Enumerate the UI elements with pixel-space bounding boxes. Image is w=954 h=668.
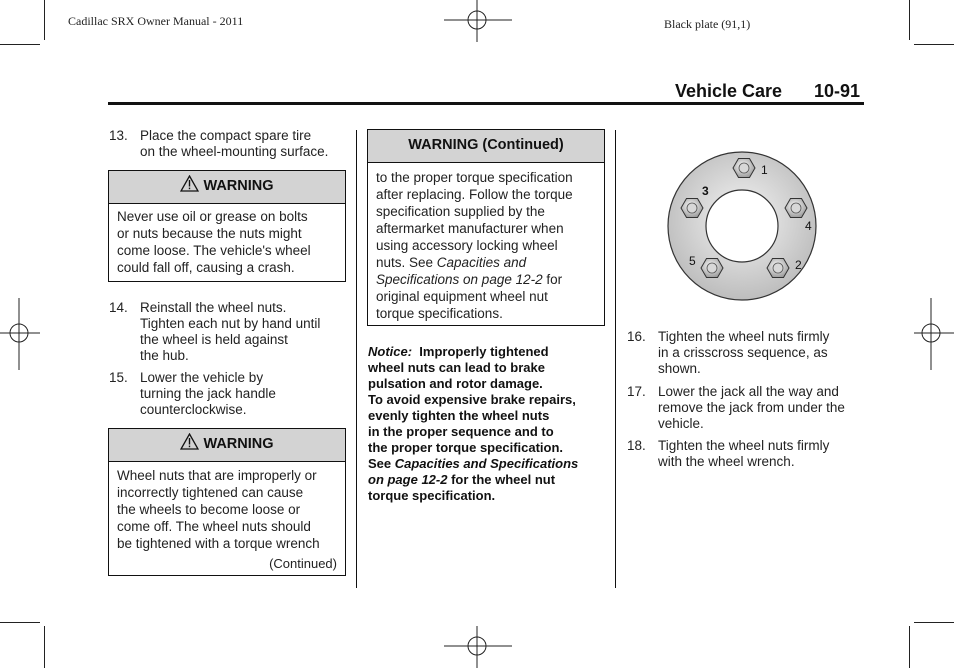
cross-reference-link[interactable]: on page 12-2	[368, 472, 448, 487]
registration-mark-icon	[440, 0, 516, 46]
step-17: 17. Lower the jack all the way and remove the jack from under the vehicle.	[627, 384, 845, 431]
registration-mark-icon	[440, 626, 516, 668]
header-rule	[108, 102, 864, 105]
step-15: 15. Lower the vehicle by turning the jack handle counterclockwise.	[109, 370, 276, 417]
cross-reference-link[interactable]: Capacities and	[436, 255, 527, 270]
notice-paragraph: Notice: Improperly tightened wheel nuts can lead to brake pulsation and rotor damage. To avoid expensive brake repairs, evenly tighten the wheel nuts in the proper sequence and to the proper torque specification. See Capacities and Specifications on page 12-2 for the wheel nut torque specification.	[368, 344, 579, 503]
warning-text: Never use oil or grease on bolts or nuts because the nuts might come loose. The vehicle's wheel could fall off, causing a crash.	[117, 209, 311, 275]
sequence-label-4: 4	[805, 219, 812, 233]
step-18: 18. Tighten the wheel nuts firmly with the wheel wrench.	[627, 438, 830, 469]
warning-heading: WARNING	[109, 171, 345, 204]
sequence-label-5: 5	[689, 254, 696, 268]
lug-nut-5	[701, 259, 723, 278]
manual-title: Cadillac SRX Owner Manual - 2011	[68, 14, 244, 28]
warning-heading: WARNING (Continued)	[368, 130, 604, 163]
lug-nut-1	[733, 159, 755, 178]
warning-box-continued	[367, 129, 605, 326]
wheel-nut-sequence-diagram	[660, 144, 824, 308]
cross-reference-link[interactable]: Specifications on page 12-2	[376, 272, 543, 287]
notice-label: Notice:	[368, 344, 413, 359]
registration-mark-icon	[910, 296, 954, 372]
step-14: 14. Reinstall the wheel nuts. Tighten each nut by hand until the wheel is held against the hub.	[109, 300, 321, 363]
lug-nut-2	[767, 259, 789, 278]
warning-triangle-icon	[180, 175, 199, 192]
sequence-label-2: 2	[795, 258, 802, 272]
plate-label: Black plate (91,1)	[664, 17, 751, 31]
warning-text: Wheel nuts that are improperly or incorrectly tightened can cause the wheels to become loose or come off. The wheel nuts should be tightened with a torque wrench	[117, 468, 320, 551]
lug-nut-3	[681, 199, 703, 218]
step-13: 13. Place the compact spare tire on the wheel-mounting surface.	[109, 128, 329, 159]
column-divider	[356, 130, 357, 588]
warning-box-torque	[108, 428, 346, 576]
step-16: 16. Tighten the wheel nuts firmly in a crisscross sequence, as shown.	[627, 329, 830, 376]
sequence-label-1: 1	[761, 163, 768, 177]
lug-nut-4	[785, 199, 807, 218]
column-divider	[615, 130, 616, 588]
warning-box-oil	[108, 170, 346, 282]
continued-label: (Continued)	[269, 556, 337, 571]
warning-heading: WARNING	[109, 429, 345, 462]
page-number: 10-91	[814, 81, 861, 101]
cross-reference-link[interactable]: Capacities and Specifications	[394, 456, 579, 471]
sequence-label-3: 3	[702, 184, 709, 198]
registration-mark-icon	[0, 296, 44, 372]
warning-text: to the proper torque specification after replacing. Follow the torque specification supplied by the aftermarket manufacturer when using accessory locking wheel nuts. See Capacities and Specifications on page 12-2 for original equipment wheel nut torque specifications.	[376, 170, 573, 321]
warning-triangle-icon	[180, 433, 199, 450]
section-title: Vehicle Care	[675, 81, 783, 101]
